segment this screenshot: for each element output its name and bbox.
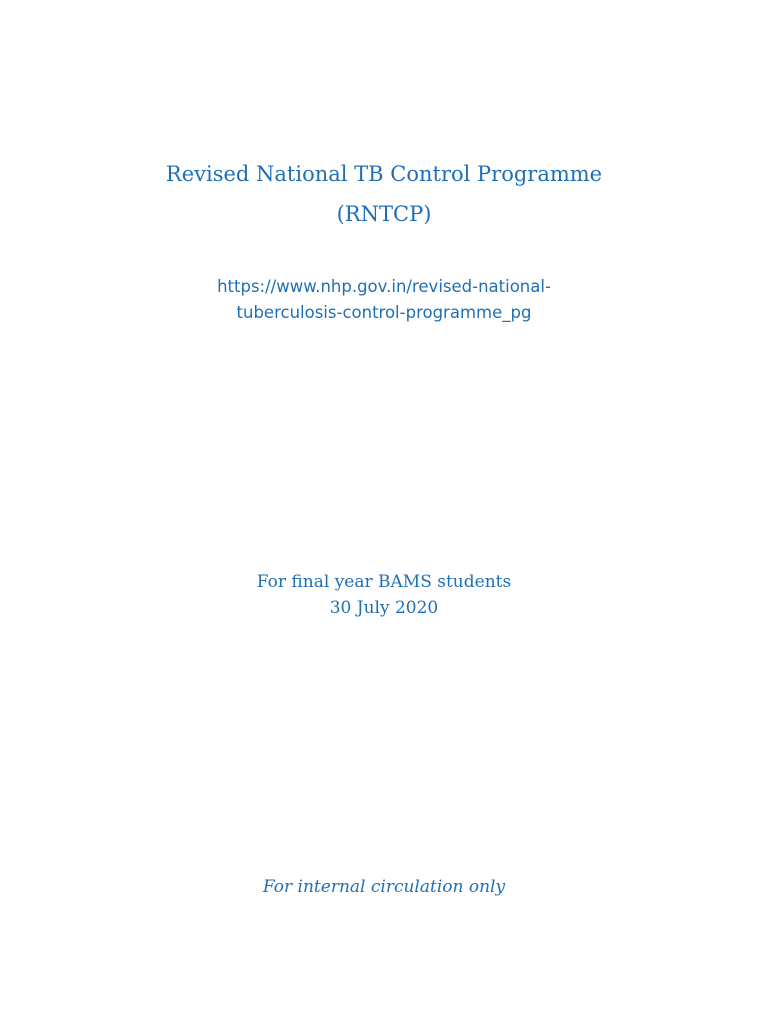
document-title-abbreviation: (RNTCP): [336, 202, 432, 226]
source-url-line1[interactable]: https://www.nhp.gov.in/revised-national-: [217, 277, 551, 296]
document-title: Revised National TB Control Programme: [165, 162, 603, 186]
circulation-note: For internal circulation only: [262, 877, 506, 897]
document-date: 30 July 2020: [329, 598, 439, 618]
audience-text: For final year BAMS students: [256, 572, 512, 592]
source-url-line2[interactable]: tuberculosis-control-programme_pg: [236, 303, 532, 322]
